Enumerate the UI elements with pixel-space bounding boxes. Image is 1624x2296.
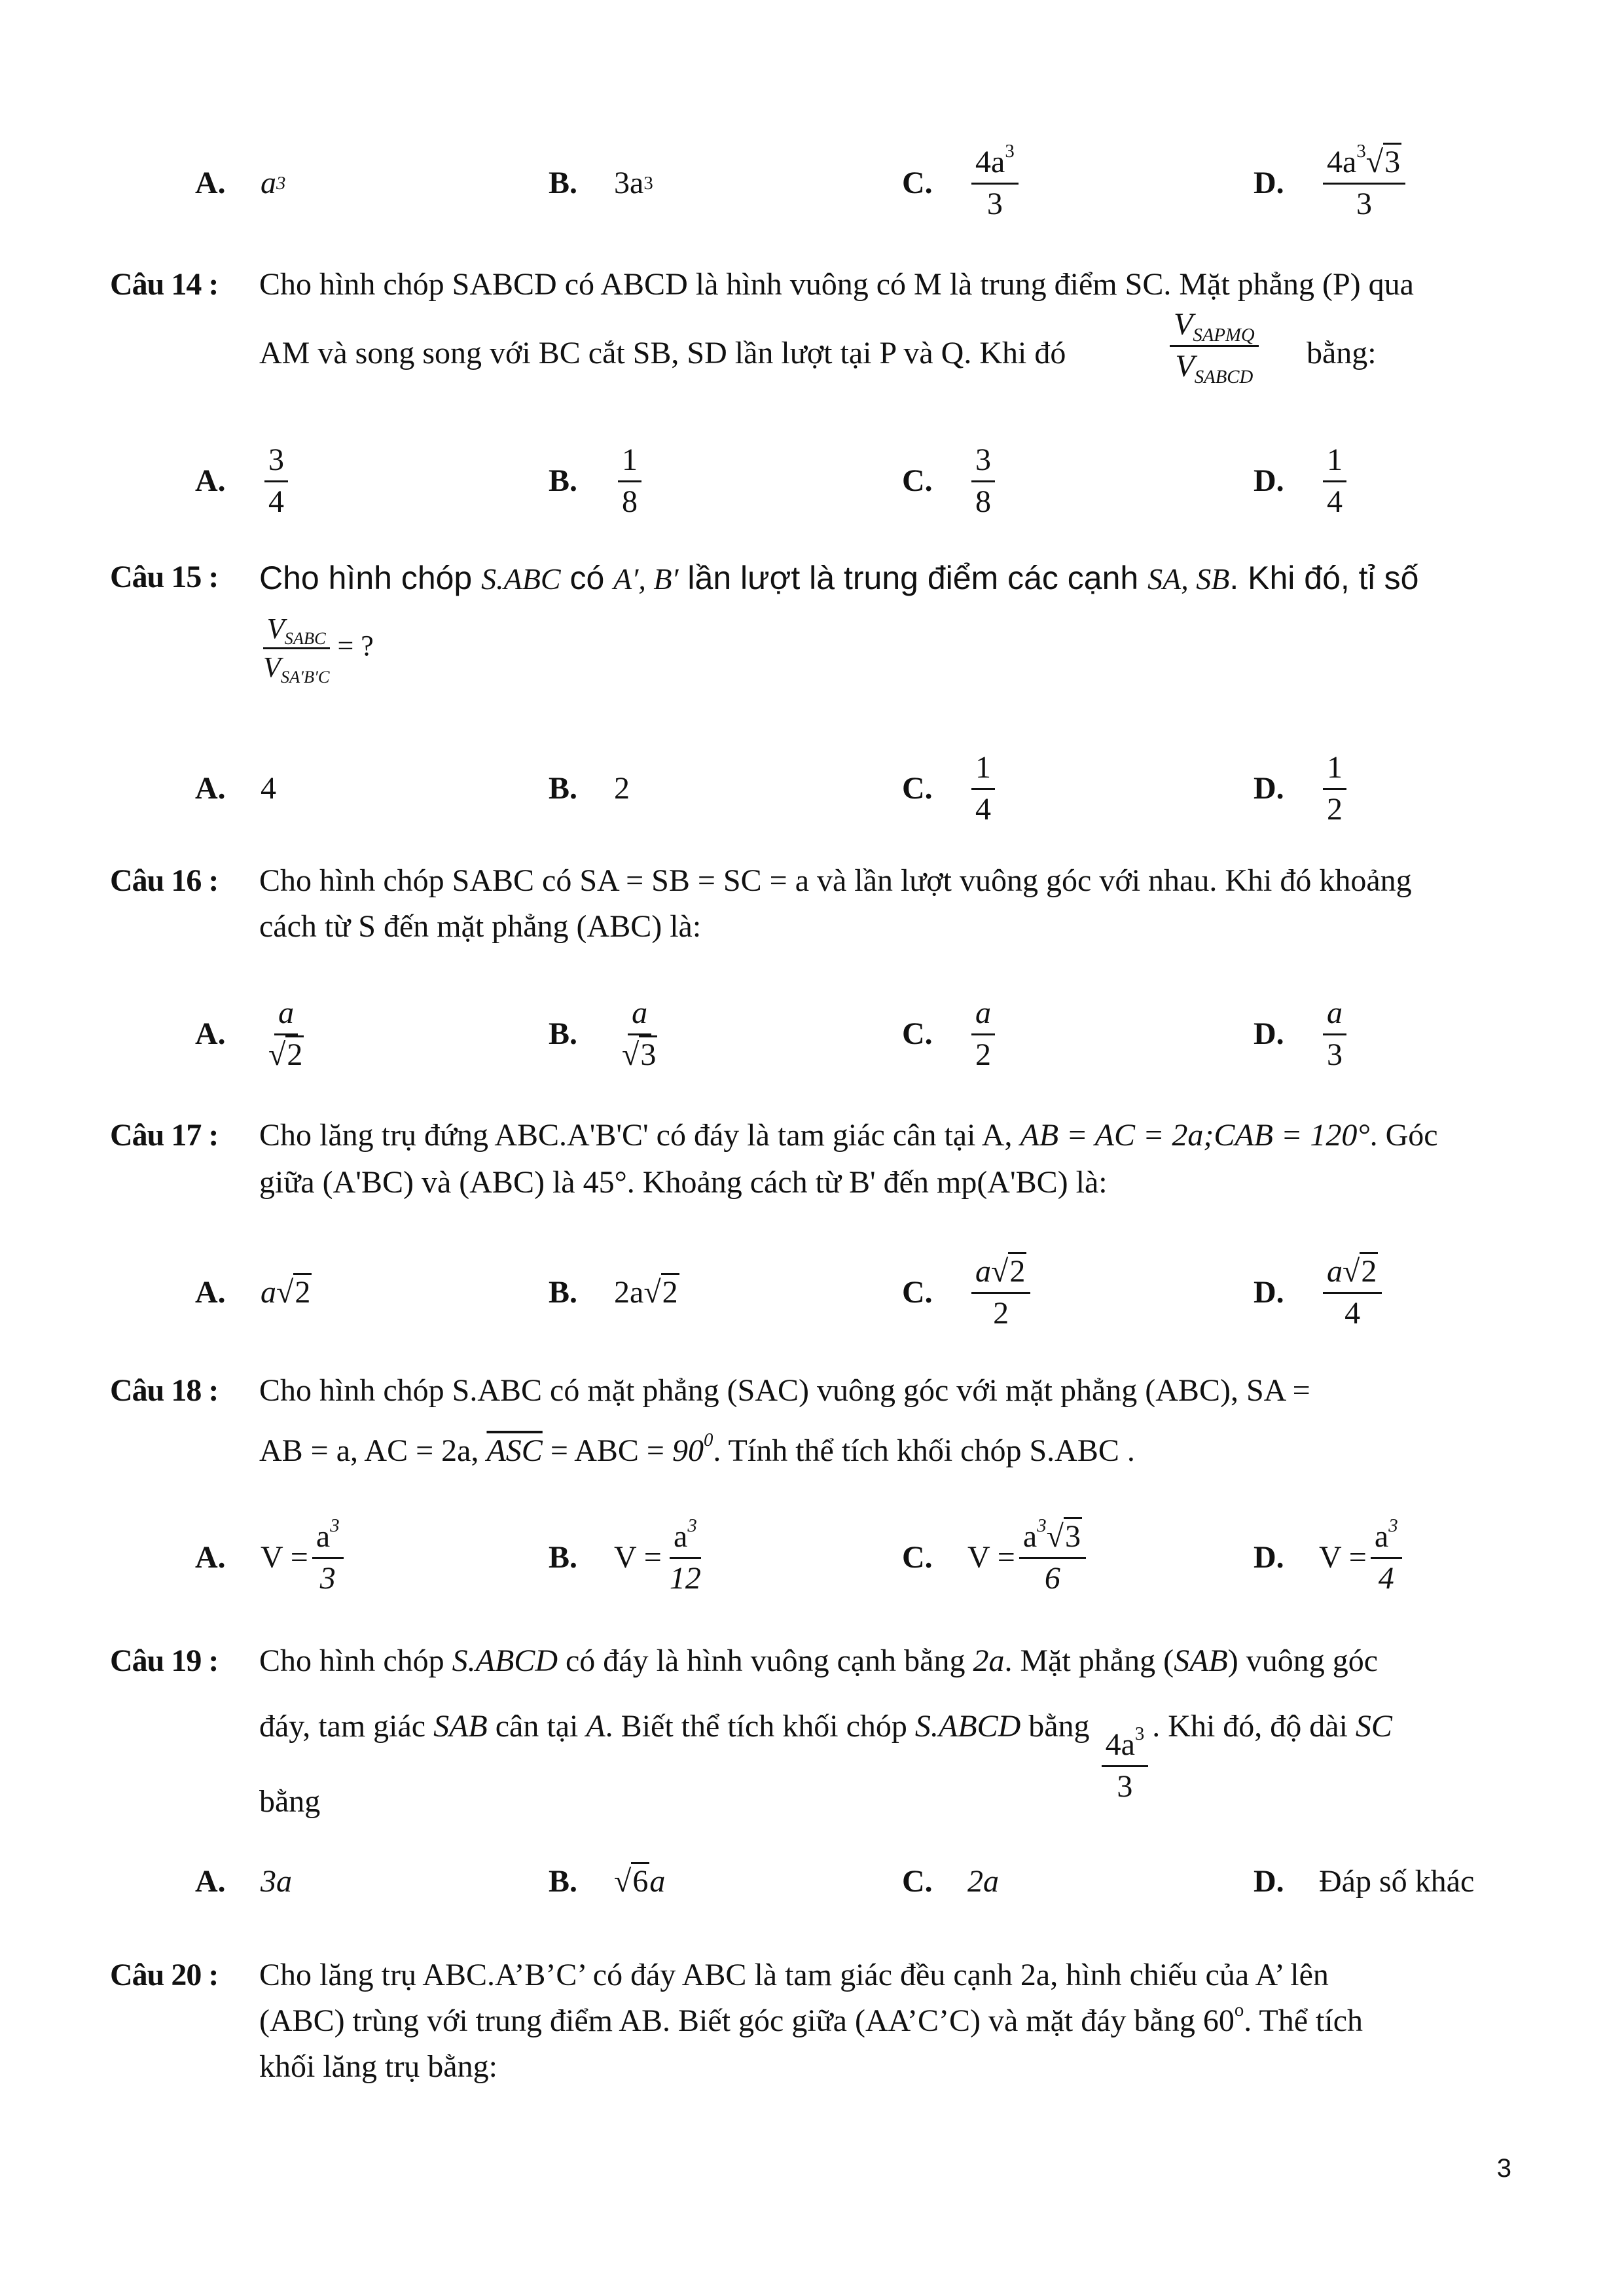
option-label: A. <box>195 1016 226 1051</box>
q16-option-d[interactable] <box>1254 985 1350 1083</box>
question-text <box>259 1641 1562 1821</box>
text-line: giữa (A'BC) và (ABC) là 45°. Khoảng cách từ B' đến mp(A'BC) là: <box>259 1165 1108 1200</box>
sqrt: √2 <box>268 1038 304 1073</box>
fraction: $\frac{a√2}{4}$ <box>1323 1255 1382 1331</box>
numerator: 4a <box>1327 144 1357 179</box>
option-label: C. <box>902 463 933 498</box>
q17-options <box>0 1244 1624 1342</box>
option-value: 3a <box>614 166 644 200</box>
question-text <box>259 1956 1562 2087</box>
volume-ratio: $\frac{V_{SABC}}{V_{SA'B'C}}$ <box>263 612 330 687</box>
q15-option-b[interactable] <box>549 740 630 838</box>
q15-option-d[interactable] <box>1254 740 1350 838</box>
q18-options <box>0 1509 1624 1607</box>
text-line: Cho hình chóp S.ABC có mặt phẳng (SAC) vuông góc với mặt phẳng (ABC), SA = <box>259 1373 1310 1408</box>
option-value: Đáp số khác <box>1319 1864 1475 1899</box>
q13-options <box>0 134 1624 232</box>
q19-option-c[interactable] <box>902 1839 999 1924</box>
option-label: A. <box>195 771 226 806</box>
option-label: C. <box>902 1540 933 1575</box>
text-line: Cho lăng trụ ABC.A’B’C’ có đáy ABC là tam giác đều cạnh 2a, hình chiếu của A’ lên <box>259 1958 1329 1992</box>
fraction <box>971 140 1019 222</box>
q15-options <box>0 740 1624 838</box>
q18-option-b[interactable]: B. V = $\frac{a^3}{12}$ <box>549 1509 709 1607</box>
sqrt: √2 <box>1343 1255 1378 1289</box>
option-label: D. <box>1254 1864 1284 1899</box>
option-label: D. <box>1254 1275 1284 1310</box>
fraction: $\frac{a}{2}$ <box>971 996 995 1073</box>
option-label: D. <box>1254 166 1284 200</box>
volume-fraction: $\frac{4a^3}{3}$ <box>1102 1728 1149 1804</box>
option-label: B. <box>549 1864 578 1899</box>
q13-option-c[interactable] <box>902 134 1022 232</box>
text-line: đáy, tam giác SAB cân tại A. Biết thể tích khối chóp S.ABCD bằng $\frac{4a^3}{3}$ . Khi đó, độ dài SC <box>259 1709 1392 1804</box>
option-label: C. <box>902 166 933 200</box>
question-label: Câu 16 : <box>110 863 219 898</box>
denominator: 3 <box>986 186 1003 221</box>
text-line: (ABC) trùng với trung điểm AB. Biết góc giữa (AA’C’C) và mặt đáy bằng 60$^o$. Thể tích <box>259 1999 1363 2038</box>
q13-option-d[interactable] <box>1254 134 1409 232</box>
question-text <box>259 1371 1562 1471</box>
q16-option-b[interactable] <box>549 985 665 1083</box>
text-line: Cho hình chóp SABC có SA = SB = SC = a và lần lượt vuông góc với nhau. Khi đó khoảng <box>259 863 1412 898</box>
sqrt: √3 <box>622 1038 657 1073</box>
option-value: 3a <box>261 1864 292 1899</box>
option-label: D. <box>1254 1540 1284 1575</box>
sqrt: √2 <box>643 1273 679 1312</box>
fraction: $\frac{a√2}{2}$ <box>971 1255 1030 1331</box>
numerator: 4a <box>975 144 1005 179</box>
denominator: 3 <box>1356 186 1373 221</box>
fraction: $\frac{a^3}{4}$ <box>1371 1520 1402 1596</box>
q19-options <box>0 1839 1624 1924</box>
text-line: AB = a, AC = 2a, $\overline{ASC}$ = ABC = $90^0$. Tính thể tích khối chóp S.ABC . <box>259 1429 1135 1468</box>
q15-option-a[interactable] <box>195 740 276 838</box>
fraction: $\frac{a^3√3}{6}$ <box>1019 1520 1086 1596</box>
question-label: Câu 19 : <box>110 1643 219 1678</box>
fraction <box>1323 140 1405 222</box>
option-label: C. <box>902 1275 933 1310</box>
q18-option-c[interactable]: C. V = $\frac{a^3√3}{6}$ <box>902 1509 1090 1607</box>
option-label: B. <box>549 463 578 498</box>
question-label: Câu 17 : <box>110 1118 219 1153</box>
q19-option-b[interactable]: B. √6 a <box>549 1839 665 1924</box>
q19-option-a[interactable] <box>195 1839 292 1924</box>
fraction: $\frac{a}{√3}$ <box>622 995 657 1072</box>
q18-option-a[interactable]: A. V = $\frac{a^3}{3}$ <box>195 1509 348 1607</box>
sqrt: √2 <box>276 1273 312 1312</box>
text-line: Cho hình chóp SABCD có ABCD là hình vuông có M là trung điểm SC. Mặt phẳng (P) qua <box>259 267 1414 302</box>
option-value: 2 <box>614 771 630 806</box>
question-label: Câu 14 : <box>110 267 219 302</box>
fraction: $\frac{1}{2}$ <box>1323 751 1346 827</box>
fraction: $\frac{1}{4}$ <box>971 751 995 827</box>
option-label: A. <box>195 1864 226 1899</box>
q15-option-c[interactable] <box>902 740 999 838</box>
option-label: B. <box>549 1540 578 1575</box>
option-label: C. <box>902 1016 933 1051</box>
fraction: $\frac{1}{4}$ <box>1323 443 1346 520</box>
question-label: Câu 20 : <box>110 1958 219 1992</box>
q18-option-d[interactable]: D. V = $\frac{a^3}{4}$ <box>1254 1509 1406 1607</box>
q13-option-b[interactable]: B. 3a 3 <box>549 134 653 232</box>
option-label: D. <box>1254 771 1284 806</box>
option-label: A. <box>195 463 226 498</box>
question-17 <box>110 1116 1563 1214</box>
option-label: B. <box>549 1275 578 1310</box>
exponent: 3 <box>1356 140 1366 162</box>
q16-option-a[interactable] <box>195 985 312 1083</box>
option-value: a <box>261 166 276 200</box>
question-19 <box>110 1641 1563 1857</box>
option-label: A. <box>195 1540 226 1575</box>
text-line: Cho lăng trụ đứng ABC.A'B'C' có đáy là tam giác cân tại A, AB = AC = 2a;CAB = 120°. Góc <box>259 1118 1438 1153</box>
question-text <box>259 265 1562 416</box>
option-label: B. <box>549 166 578 200</box>
q14-option-c[interactable] <box>902 432 999 530</box>
sqrt: √2 <box>991 1255 1026 1289</box>
q17-option-a[interactable]: A. a √2 <box>195 1244 312 1342</box>
question-14 <box>110 265 1563 416</box>
option-label: B. <box>549 1016 578 1051</box>
q19-option-d[interactable] <box>1254 1839 1474 1924</box>
option-label: D. <box>1254 463 1284 498</box>
fraction: $\frac{3}{4}$ <box>264 443 288 520</box>
question-label: Câu 18 : <box>110 1373 219 1408</box>
option-label: B. <box>549 771 578 806</box>
option-label: C. <box>902 771 933 806</box>
question-20 <box>110 1956 1563 2093</box>
question-text <box>259 861 1562 946</box>
fraction: $\frac{1}{8}$ <box>618 443 641 520</box>
option-label: D. <box>1254 1016 1284 1051</box>
text-line: cách từ S đến mặt phẳng (ABC) là: <box>259 909 702 944</box>
fraction: $\frac{a^3}{12}$ <box>669 1515 701 1596</box>
question-18 <box>110 1371 1563 1476</box>
sqrt: √6 <box>614 1862 649 1901</box>
fraction: $\frac{a}{√2}$ <box>268 995 303 1072</box>
option-value: 4 <box>261 771 276 806</box>
q14-option-d[interactable] <box>1254 432 1350 530</box>
text-line: Cho hình chóp S.ABC có A′, B′ lần lượt là trung điểm các cạnh SA, SB. Khi đó, tỉ số <box>259 560 1419 596</box>
text-line-tail: bằng: <box>1307 336 1377 370</box>
page-number: 3 <box>1496 2154 1511 2183</box>
text-line: bằng <box>259 1784 321 1819</box>
volume-ratio: $V_{SAPMQ}$ $V_{SABCD}$ <box>1170 308 1259 384</box>
question-text <box>259 1116 1562 1202</box>
question-15 <box>110 558 1563 715</box>
q16-options <box>0 985 1624 1083</box>
q17-option-b[interactable]: B. 2a √2 <box>549 1244 679 1342</box>
fraction: $\frac{a}{3}$ <box>1323 996 1346 1073</box>
q14-options <box>0 432 1624 530</box>
fraction: $\frac{3}{8}$ <box>971 443 995 520</box>
option-label: A. <box>195 1275 226 1310</box>
question-16 <box>110 861 1563 960</box>
q17-option-d[interactable] <box>1254 1244 1386 1342</box>
question-label: Câu 15 : <box>110 560 219 594</box>
text-line: Cho hình chóp S.ABCD có đáy là hình vuông cạnh bằng 2a. Mặt phẳng (SAB) vuông góc <box>259 1643 1379 1678</box>
option-value: 2a <box>967 1864 999 1899</box>
q13-option-a[interactable]: A. a 3 <box>195 134 285 232</box>
sqrt: √3 <box>1047 1520 1082 1554</box>
sqrt: √3 <box>1366 145 1401 180</box>
text-line: AM và song song với BC cắt SB, SD lần lượt tại P và Q. Khi đó <box>259 336 1066 370</box>
text-line: khối lăng trụ bằng: <box>259 2049 497 2084</box>
q14-option-b[interactable] <box>549 432 645 530</box>
q17-option-c[interactable] <box>902 1244 1034 1342</box>
fraction: $\frac{a^3}{3}$ <box>312 1520 344 1596</box>
q16-option-c[interactable] <box>902 985 999 1083</box>
option-label: A. <box>195 166 226 200</box>
exponent: 3 <box>1005 140 1015 162</box>
question-text <box>259 558 1562 687</box>
option-label: C. <box>902 1864 933 1899</box>
q14-option-a[interactable] <box>195 432 292 530</box>
ratio-tail: = ? <box>337 629 374 662</box>
